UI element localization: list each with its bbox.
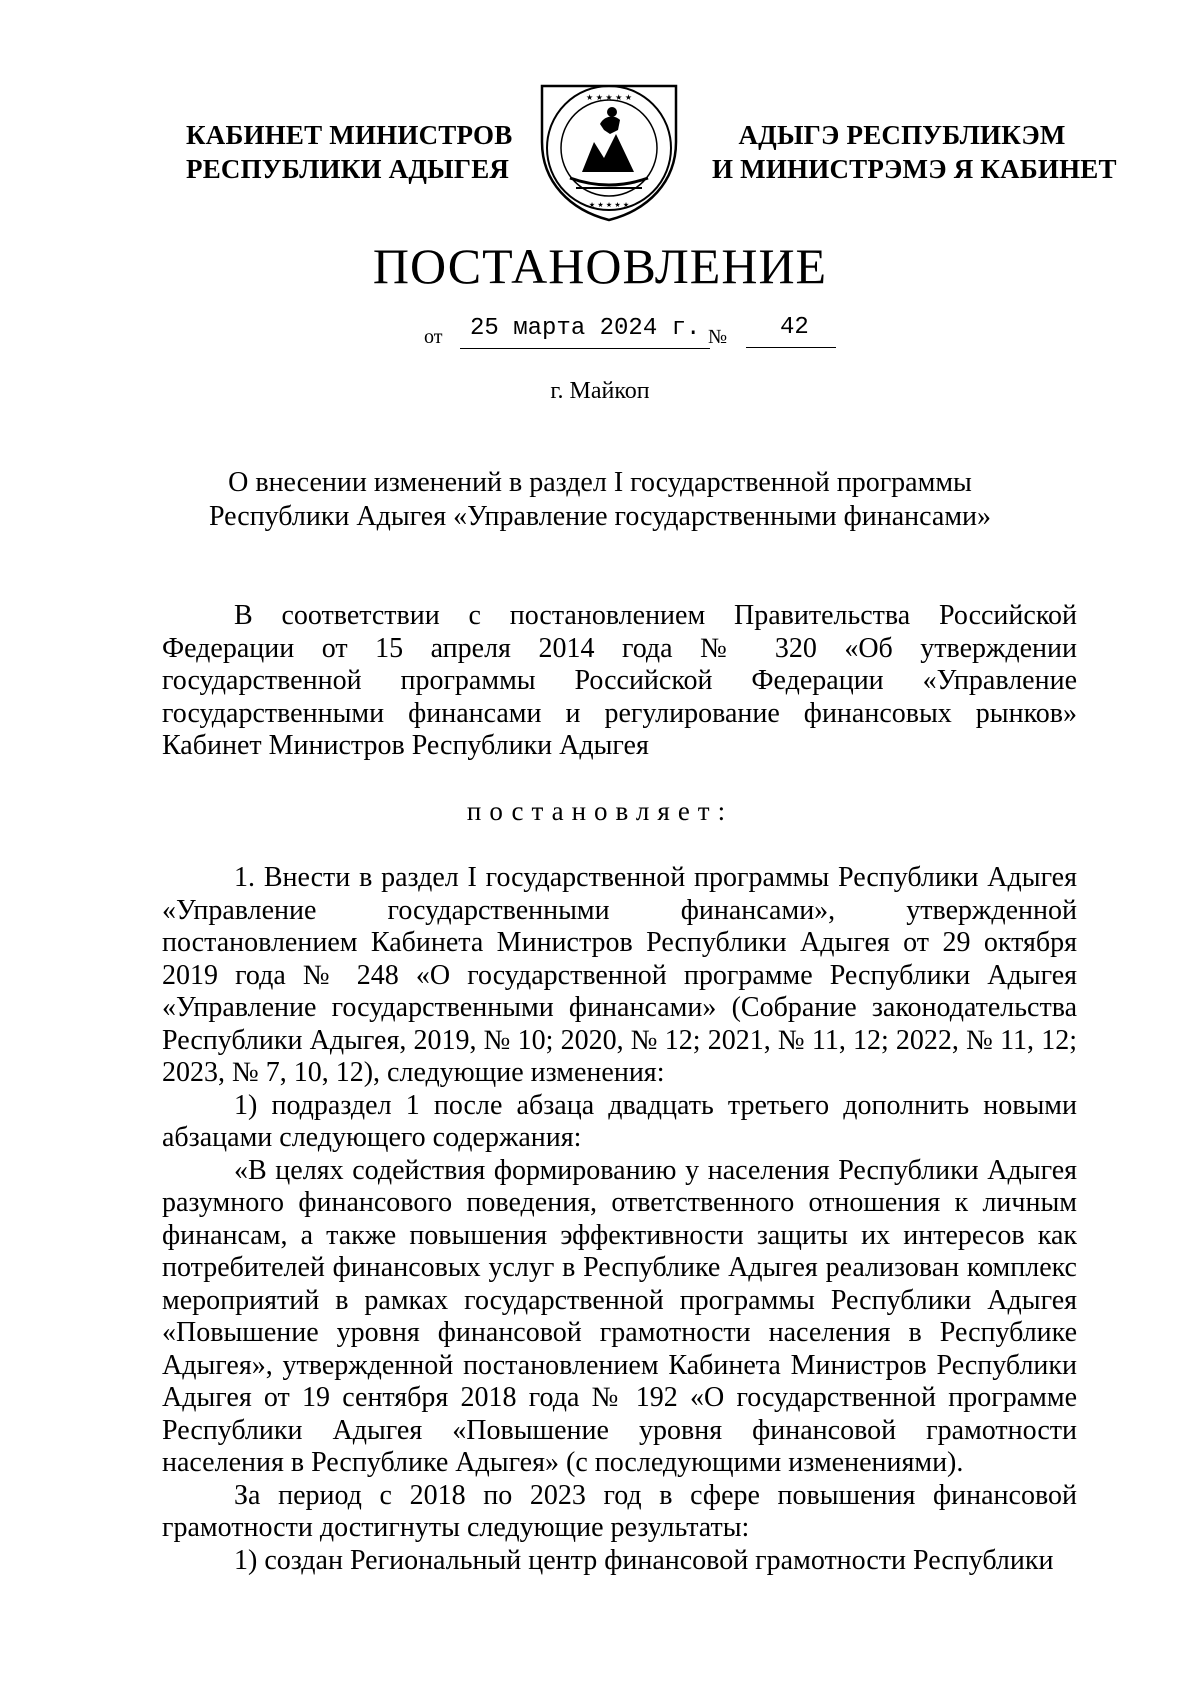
issuer-name-adyghe [712, 118, 1117, 186]
paragraph-item-1: 1. Внести в раздел I государственной программы Республики Адыгея «Управление государственными финансами», утвержденной постановлением Кабинета Министров Республики Адыгея от 29 октября 2019 года № 248 «О государственной программе Республики Адыгея «Управление государственными финансами» (Собрание законодательства Республики Адыгея, 2019, № 10; 2020, № 12; 2021, № 11, 12; 2022, № 11, 12; 2023, № 7, 10, 12), следующие изменения: [162, 862, 1077, 1088]
document-date: 25 марта 2024 г. [460, 314, 710, 349]
date-prefix: от [424, 326, 443, 348]
preamble-paragraph [162, 600, 1077, 763]
paragraph-quote: «В целях содействия формированию у населения Республики Адыгея разумного финансового поведения, ответственного отношения к личным финансам, а также повышения эффективности защиты их интересов как потребителей финансовых услуг в Республике Адыгея реализован комплекс мероприятий в рамках государственной программы Республики Адыгея «Повышение уровня финансовой грамотности населения в Республике Адыгея», утвержденной постановлением Кабинета Министров Республики Адыгея от 19 сентября 2018 года № 192 «О государственной программе Республики Адыгея «Повышение уровня финансовой грамотности населения в Республике Адыгея» (с последующими изменениями). [162, 1154, 1077, 1478]
subject-line1: О внесении изменений в раздел I государственной программы [228, 467, 972, 498]
issuer-name-line2: РЕСПУБЛИКИ АДЫГЕЯ [186, 154, 510, 184]
main-text [162, 862, 1077, 1577]
issuer-name-adyghe-line1: АДЫГЭ РЕСПУБЛИКЭМ [738, 120, 1066, 150]
subject-line2: Республики Адыгея «Управление государственными финансами» [208, 501, 992, 532]
document-number: 42 [746, 314, 836, 348]
paragraph-results-1: 1) создан Региональный центр финансовой грамотности Республики [234, 1544, 1054, 1576]
issuer-name-russian [186, 118, 513, 186]
svg-text:★ ★ ★ ★ ★: ★ ★ ★ ★ ★ [585, 93, 633, 102]
issuer-name-adyghe-line2: И МИНИСТРЭМЭ Я КАБИНЕТ [712, 154, 1117, 184]
coat-of-arms-icon [530, 64, 688, 224]
issuer-name-line1: КАБИНЕТ МИНИСТРОВ [186, 120, 513, 150]
preamble-text: В соответствии с постановлением Правительства Российской Федерации от 15 апреля 2014 года № 320 «Об утверждении государственной программы Российской Федерации «Управление государственными финансами и регулирование финансовых рынков» Кабинет Министров Республики Адыгея [162, 600, 1077, 761]
issue-city: г. Майкоп [550, 378, 650, 404]
document-subject [0, 466, 1200, 534]
decides-label: постановляет: [466, 796, 734, 826]
paragraph-results-intro: За период с 2018 по 2023 год в сфере повышения финансовой грамотности достигнуты следующие результаты: [162, 1479, 1077, 1543]
svg-text:★ ★ ★ ★ ★: ★ ★ ★ ★ ★ [588, 201, 630, 209]
paragraph-item-1-1: 1) подраздел 1 после абзаца двадцать третьего дополнить новыми абзацами следующего содержания: [162, 1089, 1077, 1153]
number-prefix: № [708, 326, 728, 348]
document-type-title: ПОСТАНОВЛЕНИЕ [372, 238, 828, 294]
